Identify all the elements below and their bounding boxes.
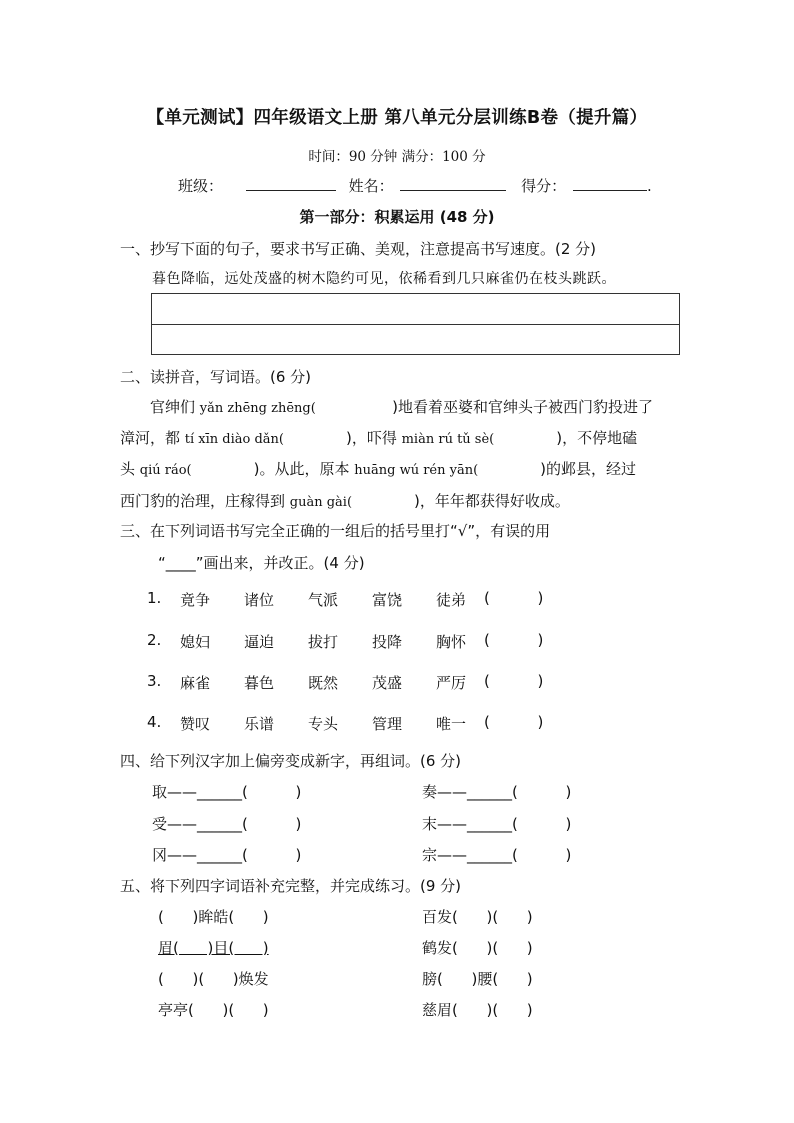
q3-word: 投降	[372, 633, 403, 651]
class-label: 班级：	[178, 177, 224, 195]
q3-word: 暮色	[244, 674, 275, 692]
name-label: 姓名：	[348, 177, 394, 195]
q4-item[interactable]	[422, 844, 571, 865]
q5-idiom-blank[interactable]: 膀( )腰( )	[422, 970, 533, 988]
q4-blank[interactable]: ——______( )	[167, 846, 302, 864]
q3-word: 逼迫	[244, 633, 275, 651]
q3-answer-paren[interactable]: ( )	[484, 589, 544, 607]
q2-answer-text[interactable]: )，年年都获得好收成。	[352, 492, 570, 510]
q2-text: 头	[120, 460, 140, 478]
q5-idiom-blank[interactable]: ( )眸皓( )	[158, 908, 269, 926]
q5-idiom-blank[interactable]: 鹤发( )( )	[422, 939, 533, 957]
q4-blank[interactable]: ——______( )	[167, 783, 302, 801]
q2-answer-text[interactable]: )的邺县，经过	[478, 460, 636, 478]
q4-char: 取	[152, 783, 168, 801]
q5-idiom-blank[interactable]: 眉( )目( )	[158, 939, 269, 957]
q3-title: 三、在下列词语书写完全正确的一组后的括号里打“√”，有误的用	[120, 522, 551, 540]
q3-word: 徒弟	[436, 591, 467, 609]
q2-answer-text[interactable]: )，不停地磕	[494, 429, 638, 447]
q2-text: 官绅们	[150, 398, 200, 416]
q4-item[interactable]	[152, 844, 301, 865]
pinyin-mianrutuse: miàn rú tǔ sè(	[401, 432, 495, 447]
q1-sentence: 暮色降临，远处茂盛的树木隐约可见，依稀看到几只麻雀仍在枝头跳跃。	[152, 271, 616, 287]
q2-text: 西门豹的治理，庄稼得到	[120, 492, 290, 510]
q4-blank[interactable]: ——______( )	[437, 783, 572, 801]
q4-title: 四、给下列汉字加上偏旁变成新字，再组词。(6 分)	[120, 752, 462, 770]
q4-item[interactable]	[422, 813, 571, 834]
q3-word: 唯一	[436, 715, 467, 733]
q5-title: 五、将下列四字词语补充完整，并完成练习。(9 分)	[120, 877, 462, 895]
q3-answer-paren[interactable]: ( )	[484, 713, 544, 731]
q5-idiom-blank[interactable]: 亭亭( )( )	[158, 1001, 269, 1019]
q3-row-number: 3.	[147, 672, 162, 690]
q3-title-line2: “____”画出来，并改正。(4 分)	[158, 554, 365, 572]
q3-word: 胸怀	[436, 633, 467, 651]
q3-word: 既然	[308, 674, 339, 692]
q4-item[interactable]	[422, 781, 571, 802]
score-blank[interactable]	[573, 176, 647, 191]
part1-title: 第一部分：积累运用 (48 分)	[299, 208, 495, 226]
q3-word: 气派	[308, 591, 339, 609]
q5-idiom-blank[interactable]: 百发( )( )	[422, 908, 533, 926]
q4-char: 冈	[152, 846, 168, 864]
q3-word: 麻雀	[180, 674, 211, 692]
pinyin-qiurao: qiú ráo(	[139, 463, 192, 478]
grid-divider	[152, 324, 679, 325]
q5-idiom-blank[interactable]: 慈眉( )( )	[422, 1001, 533, 1019]
q3-word: 竟争	[180, 591, 211, 609]
q2-text: 漳河，都	[120, 429, 185, 447]
pinyin-guangai: guàn gài(	[289, 495, 353, 510]
q4-char: 奏	[422, 783, 438, 801]
q5-idiom-blank[interactable]: ( )( )焕发	[158, 970, 269, 988]
q3-word: 专头	[308, 715, 339, 733]
q3-row-number: 1.	[147, 589, 162, 607]
q3-word: 诸位	[244, 591, 275, 609]
pinyin-yanzhengzheng: yǎn zhēng zhēng(	[199, 401, 316, 416]
q4-item[interactable]	[152, 813, 301, 834]
pinyin-huangwurenyan: huāng wú rén yān(	[354, 463, 479, 478]
q3-word: 赞叹	[180, 715, 211, 733]
q3-word: 富饶	[372, 591, 403, 609]
class-blank[interactable]	[246, 176, 336, 191]
q3-answer-paren[interactable]: ( )	[484, 672, 544, 690]
q3-word: 乐谱	[244, 715, 275, 733]
q4-char: 受	[152, 815, 168, 833]
q4-blank[interactable]: ——______( )	[167, 815, 302, 833]
time-score-info: 时间：90 分钟 满分：100 分	[308, 149, 486, 165]
q4-char: 末	[422, 815, 438, 833]
score-label: 得分：	[521, 177, 567, 195]
q2-line1	[150, 396, 653, 417]
q4-item[interactable]	[152, 781, 301, 802]
q2-title: 二、读拼音，写词语。(6 分)	[120, 368, 312, 386]
q3-row-number: 4.	[147, 713, 162, 731]
q3-word: 媳妇	[180, 633, 211, 651]
q4-char: 宗	[422, 846, 438, 864]
q3-row-number: 2.	[147, 631, 162, 649]
q2-answer-text[interactable]: )。从此，原本	[191, 460, 355, 478]
pinyin-tixindiaodan: tí xīn diào dǎn(	[184, 432, 284, 447]
q2-line2	[120, 427, 637, 448]
name-blank[interactable]	[400, 176, 506, 191]
q2-answer-text[interactable]: )，吓得	[284, 429, 402, 447]
q3-word: 拔打	[308, 633, 339, 651]
q1-writing-grid[interactable]	[151, 293, 680, 355]
info-end-mark: .	[646, 177, 652, 195]
q3-word: 茂盛	[372, 674, 403, 692]
q1-title: 一、抄写下面的句子，要求书写正确、美观，注意提高书写速度。(2 分)	[120, 240, 597, 258]
q3-answer-paren[interactable]: ( )	[484, 631, 544, 649]
page-title: 【单元测试】四年级语文上册 第八单元分层训练B卷（提升篇）	[146, 108, 648, 128]
q3-word: 严厉	[436, 674, 467, 692]
q4-blank[interactable]: ——______( )	[437, 846, 572, 864]
q3-word: 管理	[372, 715, 403, 733]
q2-line4	[120, 490, 570, 511]
student-info-row	[178, 175, 652, 196]
q2-answer-text[interactable]: )地看着巫婆和官绅头子被西门豹投进了	[315, 398, 653, 416]
q2-line3	[120, 458, 636, 479]
q4-blank[interactable]: ——______( )	[437, 815, 572, 833]
